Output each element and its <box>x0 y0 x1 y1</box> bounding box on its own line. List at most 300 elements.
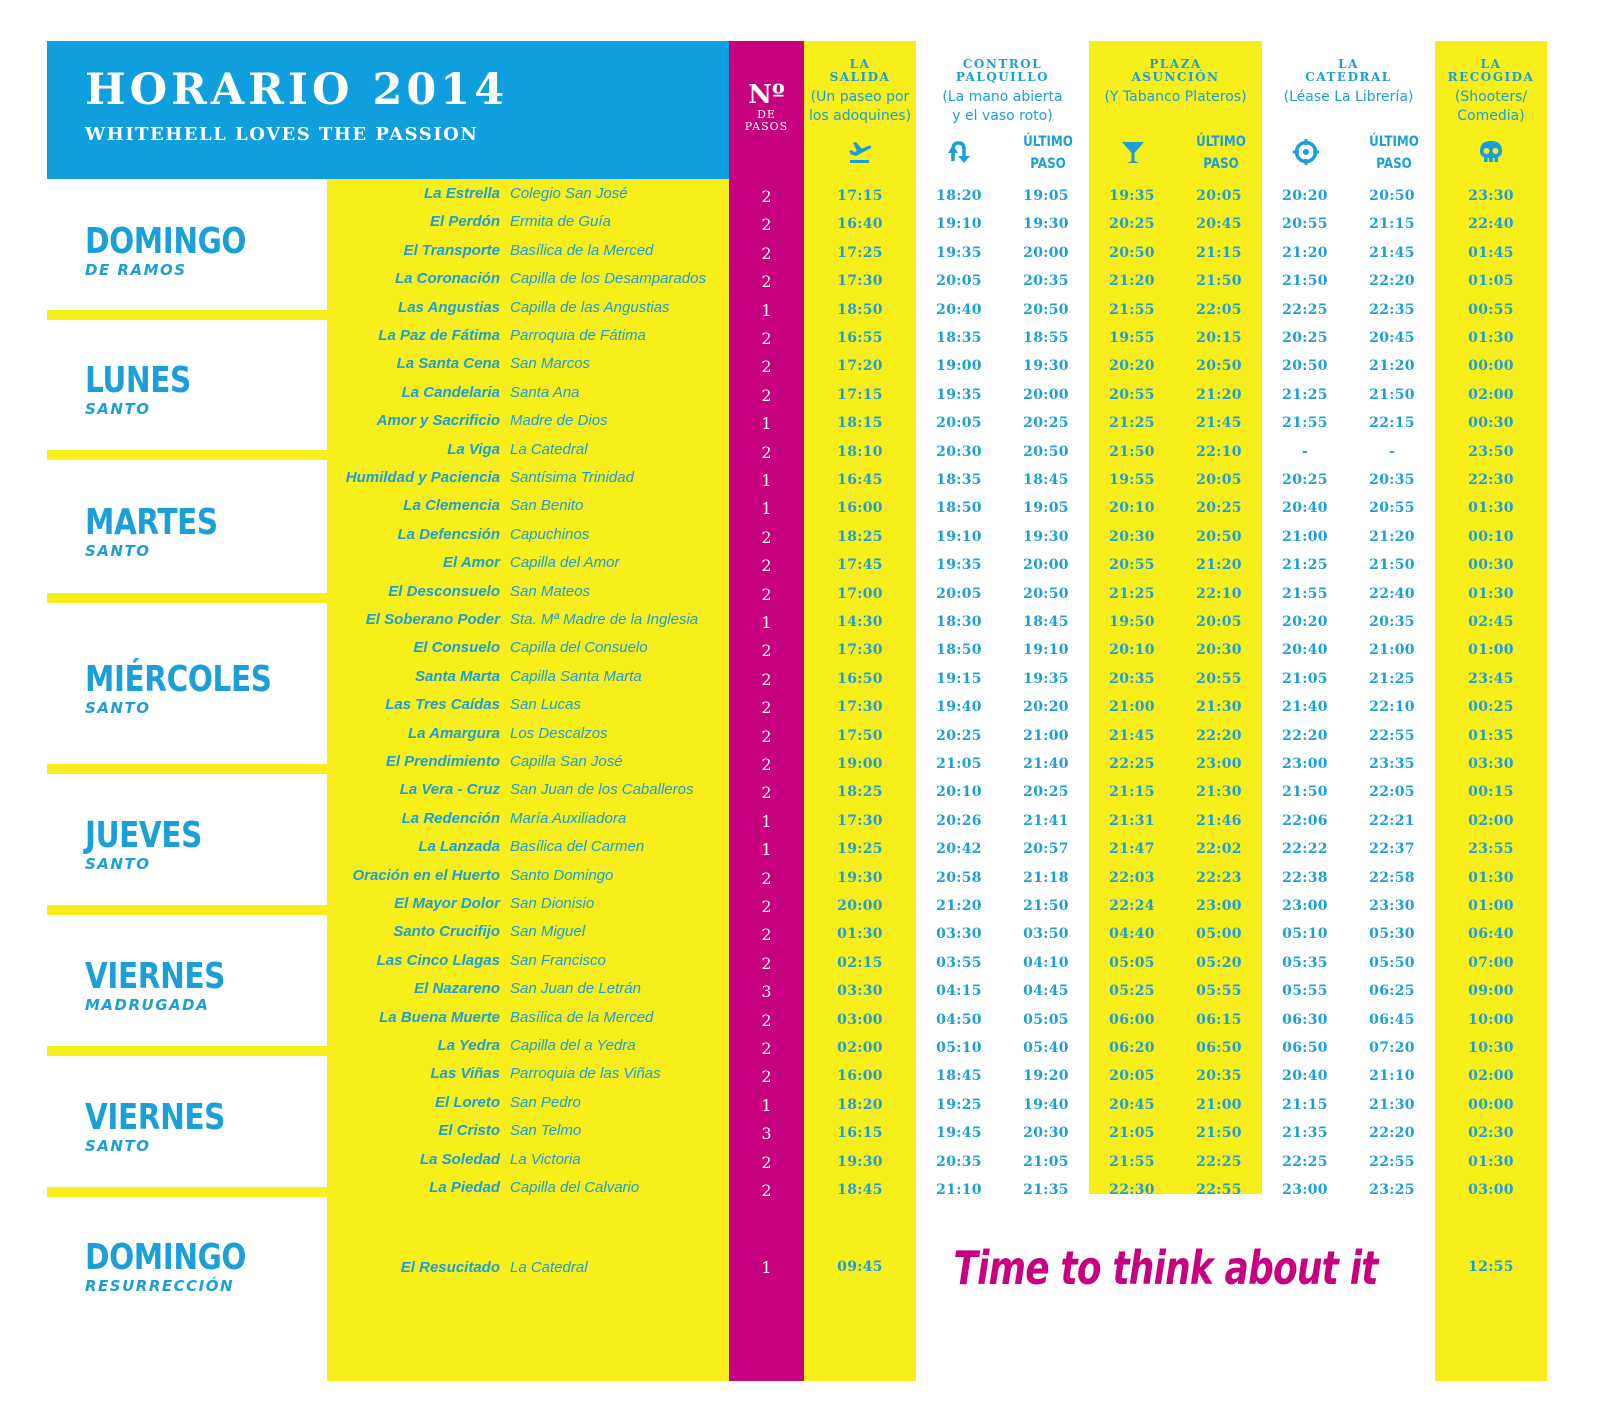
time-cell: 21:15 <box>1109 784 1155 801</box>
time-cell: 22:22 <box>1282 841 1328 858</box>
time-cell: 18:35 <box>936 472 982 488</box>
church-name: Los Descalzos <box>510 724 608 742</box>
pasos-count: 2 <box>761 1039 772 1058</box>
time-cell: 21:00 <box>1369 642 1415 659</box>
time-cell: 16:15 <box>837 1125 883 1142</box>
column-title: LA RECOGIDA <box>1447 57 1535 84</box>
time-cell: 19:35 <box>936 244 982 261</box>
time-cell: 22:10 <box>1196 585 1242 602</box>
time-cell: 02:00 <box>1468 1068 1514 1085</box>
church-name: San Pedro <box>510 1093 581 1111</box>
time-cell: 23:25 <box>1369 1182 1415 1198</box>
ultimo-paso-label: ÚLTIMO PASO <box>1023 134 1073 172</box>
time-cell: 20:25 <box>1023 784 1069 801</box>
pasos-count: 2 <box>761 329 772 348</box>
pasos-count: 1 <box>761 471 772 490</box>
day-name: MIÉRCOLES <box>85 659 272 700</box>
time-cell: 19:40 <box>936 699 982 716</box>
time-cell: 21:31 <box>1109 812 1155 829</box>
hermandad-name: El Perdón <box>429 213 500 231</box>
pasos-count: 2 <box>761 272 772 292</box>
time-cell: 21:35 <box>1023 1182 1069 1198</box>
pasos-count: 2 <box>761 1010 772 1030</box>
church-name: San Telmo <box>510 1122 582 1140</box>
church-name: Capuchinos <box>510 525 590 543</box>
time-cell: 06:45 <box>1369 1011 1415 1028</box>
time-cell: 20:45 <box>1196 216 1242 233</box>
time-cell: 22:55 <box>1196 1182 1242 1198</box>
time-cell: 21:18 <box>1023 869 1069 886</box>
day-label-box <box>47 775 327 905</box>
column-subtitle: (Léase La Librería) <box>1283 89 1414 105</box>
day-name: JUEVES <box>85 815 202 856</box>
time-cell: 20:50 <box>1023 301 1069 318</box>
time-cell: 22:15 <box>1369 415 1415 432</box>
hermandad-name: El Prendimiento <box>385 753 500 770</box>
time-cell: 21:45 <box>1109 727 1155 744</box>
time-cell: 21:55 <box>1282 585 1328 602</box>
time-cell: 21:25 <box>1282 557 1328 574</box>
time-cell: 20:57 <box>1023 841 1069 858</box>
time-cell: 20:25 <box>1023 415 1069 432</box>
time-cell: 20:20 <box>1023 699 1069 716</box>
time-cell: 23:00 <box>1282 1182 1328 1198</box>
hermandad-name: La Clemencia <box>403 497 500 515</box>
time-cell: 06:00 <box>1109 1011 1155 1028</box>
pasos-count: 2 <box>761 215 772 235</box>
time-cell: 19:30 <box>1023 528 1069 545</box>
time-cell: 05:10 <box>936 1040 982 1056</box>
church-name: Capilla de los Desamparados <box>510 270 706 288</box>
pasos-column <box>729 41 804 1381</box>
time-cell: 21:10 <box>1369 1068 1415 1085</box>
time-cell: 21:20 <box>1282 244 1328 261</box>
pasos-count: 1 <box>761 300 772 320</box>
pasos-count: 1 <box>761 840 772 860</box>
time-cell: 06:50 <box>1282 1040 1328 1056</box>
time-cell: 21:40 <box>1282 699 1328 716</box>
time-cell: 20:25 <box>1282 472 1328 488</box>
time-cell: 20:00 <box>1023 557 1069 574</box>
church-name: San Juan de Letrán <box>510 980 641 998</box>
time-cell: 23:30 <box>1468 188 1514 204</box>
time-cell: 04:15 <box>936 983 982 1000</box>
pasos-count: 2 <box>761 584 772 604</box>
church-name: San Miguel <box>510 923 586 941</box>
time-cell: 19:35 <box>936 386 982 403</box>
time-cell: 22:35 <box>1369 301 1415 318</box>
time-cell: 20:40 <box>1282 1068 1328 1085</box>
pasos-count: 1 <box>761 613 772 632</box>
day-separator <box>47 905 327 915</box>
hermandad-name: La Vera - Cruz <box>399 781 500 799</box>
hermandad-name: La Viga <box>447 440 500 458</box>
time-cell: 20:00 <box>1023 244 1069 261</box>
u-turn-icon <box>947 139 973 165</box>
time-cell: 06:20 <box>1109 1040 1155 1056</box>
time-cell: 20:20 <box>1282 188 1328 204</box>
time-cell: 20:05 <box>936 273 982 290</box>
church-name: Capilla del Amor <box>510 554 620 572</box>
time-cell: 21:55 <box>1282 415 1328 432</box>
column-title: LA SALIDA <box>829 57 891 84</box>
time-cell: 02:00 <box>1468 386 1514 403</box>
hermandad-name: La Candelaria <box>401 383 500 401</box>
day-separator <box>47 450 327 460</box>
church-name: San Mateos <box>510 582 591 600</box>
pasos-count: 2 <box>761 1067 772 1087</box>
time-cell: - <box>1301 443 1309 460</box>
time-cell: 20:35 <box>1196 1068 1242 1085</box>
time-cell: 21:00 <box>1282 528 1328 545</box>
time-cell: 22:58 <box>1369 869 1415 886</box>
church-name: Parroquia de Fátima <box>510 327 646 344</box>
time-cell: 19:25 <box>837 841 883 858</box>
time-cell: 22:02 <box>1196 841 1242 858</box>
time-cell: 23:50 <box>1468 443 1514 460</box>
skull-icon <box>1478 139 1504 165</box>
time-cell: 21:05 <box>1109 1125 1155 1142</box>
time-cell: 22:55 <box>1369 1153 1415 1170</box>
pasos-count: 2 <box>761 868 772 888</box>
hermandad-name: El Resucitado <box>400 1259 500 1276</box>
time-cell: 17:30 <box>837 273 883 290</box>
time-cell: 21:15 <box>1282 1096 1328 1113</box>
time-cell: 02:15 <box>837 954 883 971</box>
time-cell: 05:50 <box>1369 954 1415 971</box>
time-cell: 10:30 <box>1468 1040 1514 1056</box>
church-name: Colegio San José <box>510 185 628 202</box>
time-cell: 07:00 <box>1468 954 1514 971</box>
time-cell: 17:30 <box>837 699 883 716</box>
church-name: Capilla Santa Marta <box>510 667 642 685</box>
time-cell: 19:15 <box>936 670 982 687</box>
time-cell: 20:25 <box>1109 216 1155 233</box>
ultimo-paso-label: ÚLTIMO PASO <box>1369 134 1419 172</box>
time-cell: 10:00 <box>1468 1011 1514 1028</box>
time-cell: 20:00 <box>837 898 883 914</box>
time-cell: 21:00 <box>1196 1096 1242 1113</box>
pasos-count: 2 <box>761 442 772 462</box>
church-name: San Juan de los Caballeros <box>510 781 694 799</box>
time-cell: 20:15 <box>1196 330 1242 346</box>
hermandad-name: La Coronación <box>394 270 500 288</box>
time-cell: 01:35 <box>1468 727 1514 744</box>
time-cell: 20:35 <box>1023 273 1069 290</box>
church-name: Capilla San José <box>510 753 623 770</box>
time-cell: 00:55 <box>1468 301 1514 318</box>
time-cell: 16:55 <box>837 330 883 346</box>
time-cell: 20:40 <box>936 301 982 318</box>
time-cell: 22:05 <box>1369 784 1415 801</box>
time-cell: 22:30 <box>1468 472 1514 488</box>
time-cell: 19:10 <box>936 528 982 545</box>
church-name: La Catedral <box>510 1259 588 1276</box>
time-cell: 16:40 <box>837 216 883 233</box>
day-subtitle: SANTO <box>85 855 151 873</box>
time-cell: 23:00 <box>1282 898 1328 914</box>
time-cell: 23:35 <box>1369 756 1415 772</box>
hermandad-name: Santo Crucifijo <box>393 923 500 941</box>
time-cell: 16:00 <box>837 1068 883 1085</box>
time-cell: 20:10 <box>1109 642 1155 659</box>
time-cell: 04:45 <box>1023 983 1069 1000</box>
time-cell: 05:10 <box>1282 926 1328 943</box>
time-cell: 01:30 <box>1468 500 1514 517</box>
time-cell: 03:55 <box>936 954 982 971</box>
hermandad-name: La Piedad <box>429 1179 500 1196</box>
time-cell: 20:40 <box>1282 642 1328 659</box>
time-cell: 18:20 <box>936 188 982 204</box>
time-cell: 22:20 <box>1282 727 1328 744</box>
time-cell: 21:50 <box>1196 273 1242 290</box>
time-cell: 21:25 <box>1282 386 1328 403</box>
day-label-box <box>47 916 327 1046</box>
time-cell: 00:00 <box>1468 1096 1514 1113</box>
time-cell: 20:55 <box>1282 216 1328 233</box>
church-name: San Benito <box>510 497 584 515</box>
time-cell: 05:05 <box>1023 1011 1069 1028</box>
time-cell: 17:15 <box>837 188 883 204</box>
time-cell: 02:30 <box>1468 1125 1514 1142</box>
pasos-count: 2 <box>761 187 772 206</box>
time-cell: 21:30 <box>1196 784 1242 801</box>
hermandad-name: Oración en el Huerto <box>352 866 500 884</box>
time-cell: 21:20 <box>1109 273 1155 290</box>
time-cell: 20:05 <box>936 585 982 602</box>
time-cell: 23:00 <box>1282 756 1328 772</box>
crosshair-icon <box>1293 139 1319 165</box>
time-cell: 23:30 <box>1369 898 1415 914</box>
time-cell: 17:30 <box>837 642 883 659</box>
pasos-count: 1 <box>761 811 772 831</box>
time-cell: 01:30 <box>837 926 883 943</box>
pasos-count: 2 <box>761 1152 772 1172</box>
day-subtitle: RESURRECCIÓN <box>85 1277 235 1295</box>
day-subtitle: SANTO <box>85 400 151 418</box>
time-cell: 03:00 <box>1468 1182 1514 1198</box>
time-cell: 21:41 <box>1023 812 1069 829</box>
time-cell: 01:45 <box>1468 244 1514 261</box>
hermandad-name: El Loreto <box>434 1093 500 1111</box>
time-cell: 22:20 <box>1196 727 1242 744</box>
pasos-count: 2 <box>761 953 772 973</box>
hermandad-name: La Santa Cena <box>396 355 500 373</box>
time-cell: 03:30 <box>1468 756 1514 772</box>
time-cell: 20:05 <box>1109 1068 1155 1085</box>
time-cell: 23:45 <box>1468 670 1514 687</box>
time-cell: 19:30 <box>837 1153 883 1170</box>
time-cell: 17:15 <box>837 386 883 403</box>
time-cell: 03:00 <box>837 1011 883 1028</box>
pasos-count: 2 <box>761 527 772 547</box>
time-cell: 19:40 <box>1023 1096 1069 1113</box>
time-cell: 17:00 <box>837 585 883 602</box>
time-cell: 06:30 <box>1282 1011 1328 1028</box>
pasos-count: 2 <box>761 641 772 661</box>
hermandad-name: La Yedra <box>437 1037 500 1054</box>
time-cell: 03:30 <box>837 983 883 1000</box>
time-cell: 19:25 <box>936 1096 982 1113</box>
hermandad-name: La Defencsión <box>397 525 500 543</box>
time-cell: 21:25 <box>1109 415 1155 432</box>
time-cell: 18:20 <box>837 1096 883 1113</box>
time-cell: 05:35 <box>1282 954 1328 971</box>
church-name: Santa Ana <box>510 383 580 401</box>
time-cell: 22:40 <box>1468 216 1514 233</box>
time-cell: 20:30 <box>1023 1125 1069 1142</box>
day-name: MARTES <box>85 502 218 543</box>
ultimo-paso-label: ÚLTIMO PASO <box>1196 134 1246 172</box>
pasos-count: 2 <box>761 755 772 774</box>
time-cell: 21:50 <box>1369 557 1415 574</box>
time-cell: 20:26 <box>936 812 982 829</box>
hermandad-name: Humildad y Paciencia <box>345 469 500 486</box>
time-cell: 01:30 <box>1468 585 1514 602</box>
pasos-count: 2 <box>761 698 772 718</box>
time-cell: 22:05 <box>1196 301 1242 318</box>
church-name: Santo Domingo <box>510 866 614 884</box>
day-separator <box>47 1187 327 1197</box>
time-cell: 21:50 <box>1282 273 1328 290</box>
time-cell: 21:50 <box>1369 386 1415 403</box>
time-cell: 05:00 <box>1196 926 1242 943</box>
column-title: PLAZA ASUNCIÓN <box>1131 57 1220 84</box>
pasos-de-label: DE PASOS <box>744 108 789 133</box>
time-cell: 05:25 <box>1109 983 1155 1000</box>
time-cell: 01:30 <box>1468 869 1514 886</box>
time-cell: 18:55 <box>1023 330 1069 346</box>
pasos-count: 1 <box>761 414 772 434</box>
time-cell: 20:50 <box>1109 244 1155 261</box>
time-cell: 22:25 <box>1282 301 1328 318</box>
time-cell: 21:05 <box>1023 1153 1069 1170</box>
pasos-count: 1 <box>761 1258 772 1277</box>
hermandad-name: Las Angustias <box>398 298 500 316</box>
time-cell: 20:20 <box>1109 358 1155 375</box>
page-title: HORARIO 2014 <box>85 65 509 115</box>
time-cell: 22:20 <box>1369 273 1415 290</box>
time-cell: 14:30 <box>837 614 883 630</box>
time-cell: 16:50 <box>837 670 883 687</box>
time-cell: 22:55 <box>1369 727 1415 744</box>
hermandad-name: La Buena Muerte <box>379 1008 500 1026</box>
time-cell: 20:35 <box>936 1153 982 1170</box>
time-cell: 07:20 <box>1369 1040 1415 1056</box>
time-cell: 20:55 <box>1109 557 1155 574</box>
church-name: La Victoria <box>510 1150 581 1168</box>
time-cell: 21:40 <box>1023 756 1069 772</box>
time-cell: 19:35 <box>1109 188 1155 204</box>
time-cell: 21:30 <box>1196 699 1242 716</box>
hermandad-name: La Lanzada <box>418 838 500 856</box>
time-cell: 05:20 <box>1196 954 1242 971</box>
pasos-count: 2 <box>761 726 772 746</box>
pasos-count: 2 <box>761 385 772 405</box>
time-cell: 22:25 <box>1109 756 1155 772</box>
time-cell: 01:00 <box>1468 898 1514 914</box>
time-cell: 22:25 <box>1196 1153 1242 1170</box>
day-subtitle: DE RAMOS <box>85 261 187 279</box>
time-cell: 19:05 <box>1023 500 1069 517</box>
time-cell: 20:50 <box>1023 443 1069 460</box>
day-subtitle: MADRUGADA <box>85 996 210 1014</box>
time-cell: 17:30 <box>837 812 883 829</box>
time-cell: 21:35 <box>1282 1125 1328 1142</box>
time-cell: 16:45 <box>837 472 883 488</box>
pasos-header <box>729 81 804 133</box>
church-name: San Marcos <box>510 355 591 373</box>
time-cell: 21:45 <box>1196 415 1242 432</box>
time-cell: 01:30 <box>1468 1153 1514 1170</box>
time-cell: 17:25 <box>837 244 883 261</box>
time-cell: 21:05 <box>936 756 982 772</box>
time-cell: 20:05 <box>1196 614 1242 630</box>
time-cell: 00:30 <box>1468 557 1514 574</box>
church-name: María Auxiliadora <box>510 809 627 827</box>
time-cell: 21:50 <box>1196 1125 1242 1142</box>
time-cell: 19:50 <box>1109 614 1155 630</box>
time-cell: 21:20 <box>1196 557 1242 574</box>
time-cell: 05:55 <box>1196 983 1242 1000</box>
day-name: LUNES <box>85 360 191 401</box>
time-cell: 19:10 <box>936 216 982 233</box>
time-cell: 22:37 <box>1369 841 1415 858</box>
time-cell: 21:50 <box>1109 443 1155 460</box>
time-cell: 03:50 <box>1023 926 1069 943</box>
church-name: Ermita de Guía <box>510 213 611 231</box>
time-cell: 03:30 <box>936 926 982 943</box>
pasos-count: 2 <box>761 783 772 803</box>
pasos-count: 3 <box>761 982 772 1002</box>
time-cell: 21:55 <box>1109 301 1155 318</box>
hermandad-name: Las Cinco Llagas <box>376 951 500 969</box>
time-cell: 21:20 <box>1369 528 1415 545</box>
column-title: LA CATEDRAL <box>1305 57 1392 84</box>
time-cell: 20:50 <box>1369 188 1415 204</box>
time-cell: 17:20 <box>837 358 883 375</box>
time-cell: 19:00 <box>936 358 982 375</box>
pasos-count: 2 <box>761 243 772 263</box>
day-label-box <box>47 179 327 310</box>
pasos-count: 3 <box>761 1124 772 1144</box>
time-cell: 20:58 <box>936 869 982 886</box>
time-cell: 01:00 <box>1468 642 1514 659</box>
time-cell: 22:03 <box>1109 869 1155 886</box>
day-label-box <box>47 1057 327 1187</box>
time-cell: 20:45 <box>1369 330 1415 346</box>
day-label-box <box>47 320 327 450</box>
time-cell: 18:45 <box>1023 614 1069 630</box>
hermandad-name: La Amargura <box>408 724 500 742</box>
time-cell: 21:15 <box>1369 216 1415 233</box>
time-cell: 21:05 <box>1282 670 1328 687</box>
time-cell: 22:21 <box>1369 812 1415 829</box>
time-cell: 00:15 <box>1468 784 1514 801</box>
time-cell: 22:30 <box>1109 1182 1155 1198</box>
church-name: Sta. Mª Madre de la Inglesia <box>510 611 699 628</box>
time-cell: 04:50 <box>936 1011 982 1028</box>
time-cell: 04:40 <box>1109 926 1155 943</box>
time-cell: 22:10 <box>1196 443 1242 460</box>
church-name: Capilla del Calvario <box>510 1179 640 1196</box>
time-cell: 21:30 <box>1369 1096 1415 1113</box>
time-cell: 20:30 <box>1109 528 1155 545</box>
time-cell: 19:10 <box>1023 642 1069 659</box>
time-cell: 04:10 <box>1023 954 1069 971</box>
day-separator <box>47 764 327 774</box>
church-name: Santísima Trinidad <box>510 469 634 486</box>
